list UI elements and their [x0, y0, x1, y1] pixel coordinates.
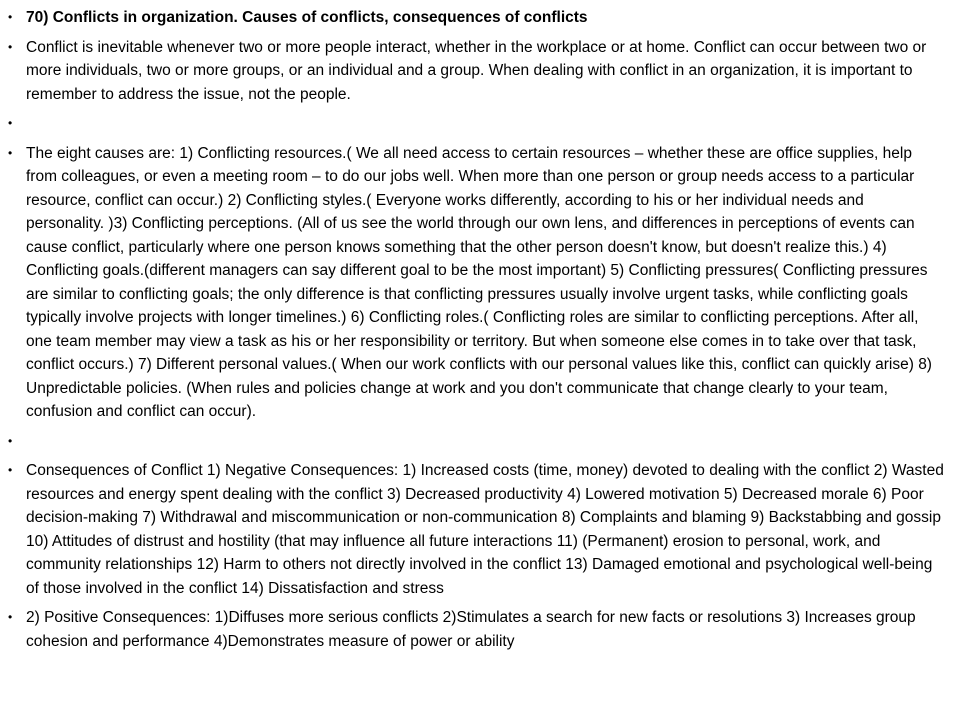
list-item-intro [0, 36, 960, 107]
causes-paragraph: The eight causes are: 1) Conflicting resources.( We all need access to certain resources – whether these are office supplies, help from colleagues, or even a meeting room – to do our jobs well. When more than one person or group needs access to a particular resource, conflict can occur.) 2) Conflicting styles.( Everyone works differently, according to his or her individual needs and personality. )3) Conflicting perceptions. (All of us see the world through our own lens, and differences in perceptions of events can cause conflict, particularly where one person knows something that the other person doesn't know, but doesn't realize this.) 4) Conflicting goals.(different managers can say different goal to be the most important) 5) Conflicting pressures( Conflicting pressures are similar to conflicting goals; the only difference is that conflicting pressures usually involve urgent tasks, while conflicting goals typically involve projects with longer timelines.) 6) Conflicting roles.( Conflicting roles are similar to conflicting perceptions. After all, one team member may view a task as his or her responsibility or territory. But when someone else comes in to take over that task, conflict occurs.) 7) Different personal values.( When our work conflicts with our personal values like this, conflict can quickly arise) 8) Unpredictable policies. (When rules and policies change at work and you don't communicate that change clearly to your team, confusion and conflict can occur). [26, 144, 932, 420]
bullet-icon: • [8, 145, 13, 160]
list-item-empty [0, 112, 960, 136]
intro-paragraph: Conflict is inevitable whenever two or more people interact, whether in the workplace or at home. Conflict can occur between two or more individuals, two or more groups, or an individual and a group. When dealing with conflict in an organization, it is important to remember to address the issue, not the people. [26, 38, 927, 103]
document-page [0, 6, 960, 659]
bullet-icon: • [8, 116, 13, 130]
bullet-icon: • [8, 433, 13, 448]
bullet-icon: • [8, 39, 13, 54]
bullet-icon: • [8, 463, 13, 477]
positive-consequences-paragraph: 2) Positive Consequences: 1)Diffuses more serious conflicts 2)Stimulates a search for new facts or resolutions 3) Increases group cohesion and performance 4)Demonstrates measure of power or ability [26, 609, 916, 650]
list-item-causes [0, 142, 960, 424]
bullet-icon: • [8, 610, 13, 624]
list-item-title [0, 6, 960, 30]
negative-consequences-paragraph: Consequences of Conflict 1) Negative Consequences: 1) Increased costs (time, money) devoted to dealing with the conflict 2) Wasted resources and energy spent dealing with the conflict 3) Decreased productivity 4) Lowered motivation 5) Decreased morale 6) Poor decision-making 7) Withdrawal and miscommunication or non-communication 8) Complaints and blaming 9) Backstabbing and gossip 10) Attitudes of distrust and hostility (that may influence all future interactions 11) (Permanent) erosion to personal, work, and community relationships 12) Harm to others not directly involved in the conflict 13) Damaged emotional and psychological well-being of those involved in the conflict 14) Dissatisfaction and stress [26, 462, 944, 597]
list-item-negative-consequences [0, 459, 960, 600]
list-item-empty [0, 430, 960, 454]
list-item-positive-consequences [0, 606, 960, 653]
document-title: 70) Conflicts in organization. Causes of conflicts, consequences of conflicts [26, 9, 588, 26]
bullet-list [0, 6, 960, 653]
bullet-icon: • [8, 10, 13, 24]
